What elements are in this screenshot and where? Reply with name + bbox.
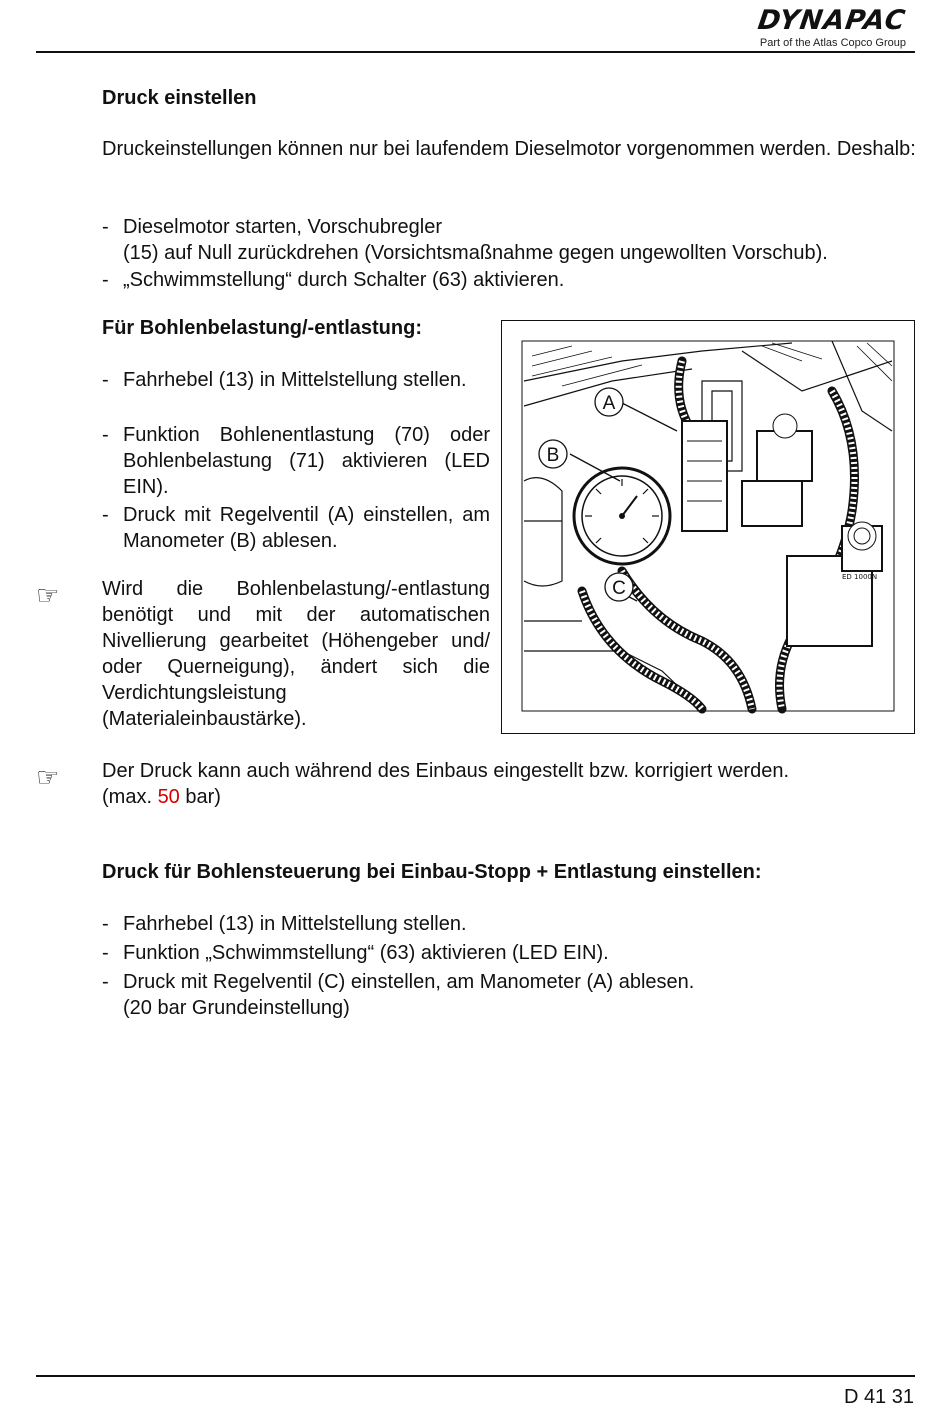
note-line-max: (max. 50 bar) — [102, 786, 221, 808]
list-item-text: Funktion Bohlenentlastung (70) oder Bohlenbelastung (71) aktivieren (LED EIN). — [123, 424, 490, 498]
section-title-bohlenbelastung: Für Bohlenbelastung/-entlastung: — [102, 317, 422, 339]
list-item: - Funktion „Schwimmstellung“ (63) aktivieren (LED EIN). — [102, 940, 922, 966]
valve-manometer-figure — [501, 320, 915, 734]
list-item-extra: (20 bar Grundeinstellung) — [123, 997, 350, 1019]
list-item: - Druck mit Regelventil (C) einstellen, am Manometer (A) ablesen. (20 bar Grundeinstellung) — [102, 969, 922, 1021]
panel-text: ED 1000N — [842, 573, 878, 581]
list-item: - Funktion Bohlenentlastung (70) oder Bohlenbelastung (71) aktivieren (LED EIN). — [102, 424, 490, 498]
note-paragraph-pressure — [102, 758, 922, 810]
list-item-text: Fahrhebel (13) in Mittelstellung stellen. — [123, 913, 467, 935]
note-paragraph: Wird die Bohlenbelastung/-entlastung benötigt und mit der automatischen Nivellierung gearbeitet (Höhengeber und/ oder Querneigung), ändert sich die Verdichtungsleistung (Materialeinbaustärke). — [102, 578, 490, 730]
footer-rule — [36, 1375, 915, 1377]
list-item-text: Funktion „Schwimmstellung“ (63) aktivieren (LED EIN). — [123, 942, 609, 964]
section-title-druck-einstellen: Druck einstellen — [102, 87, 257, 109]
list-item: - Druck mit Regelventil (A) einstellen, am Manometer (B) ablesen. — [102, 504, 490, 552]
list-item-line: (15) auf Null zurückdrehen (Vorsichtsmaßnahme gegen ungewollten Vorschub). — [123, 242, 828, 264]
callout-c: C — [612, 578, 626, 599]
list-item-text: Fahrhebel (13) in Mittelstellung stellen. — [123, 369, 467, 391]
list-item: - „Schwimmstellung“ durch Schalter (63) aktivieren. — [102, 267, 922, 293]
list-item: - Fahrhebel (13) in Mittelstellung stellen. — [102, 911, 922, 937]
list-item-text: Druck mit Regelventil (A) einstellen, am Manometer (B) ablesen. — [123, 504, 490, 552]
callout-b: B — [546, 445, 560, 466]
note-line: Der Druck kann auch während des Einbaus eingestellt bzw. korrigiert werden. — [102, 760, 790, 782]
logo-subtitle: Part of the Atlas Copco Group — [759, 37, 906, 49]
list-item: - Dieselmotor starten, Vorschubregler (15) auf Null zurückdrehen (Vorsichtsmaßnahme gegen ungewollten Vorschub). — [102, 214, 922, 266]
section-title-bohlensteuerung: Druck für Bohlensteuerung bei Einbau-Stopp + Entlastung einstellen: — [102, 861, 762, 883]
hydraulic-assembly-illustration — [502, 321, 914, 733]
list-item: - Fahrhebel (13) in Mittelstellung stellen. — [102, 367, 490, 393]
logo-wordmark: DYNAPAC — [756, 5, 909, 36]
list-item-text: Druck mit Regelventil (C) einstellen, am Manometer (A) ablesen. — [123, 971, 695, 993]
brand-logo — [676, 5, 909, 50]
list-item-text: „Schwimmstellung“ durch Schalter (63) aktivieren. — [123, 269, 565, 291]
header-rule — [36, 51, 915, 53]
pointing-hand-icon: ☞ — [36, 762, 60, 792]
page-number: D 41 31 — [843, 1386, 914, 1408]
max-pressure-value: 50 — [157, 786, 180, 808]
pointing-hand-icon: ☞ — [36, 580, 60, 610]
intro-paragraph: Druckeinstellungen können nur bei laufendem Dieselmotor vorgenommen werden. Deshalb: — [102, 138, 916, 160]
list-item-line: Dieselmotor starten, Vorschubregler — [123, 216, 443, 238]
callout-a: A — [602, 393, 616, 414]
